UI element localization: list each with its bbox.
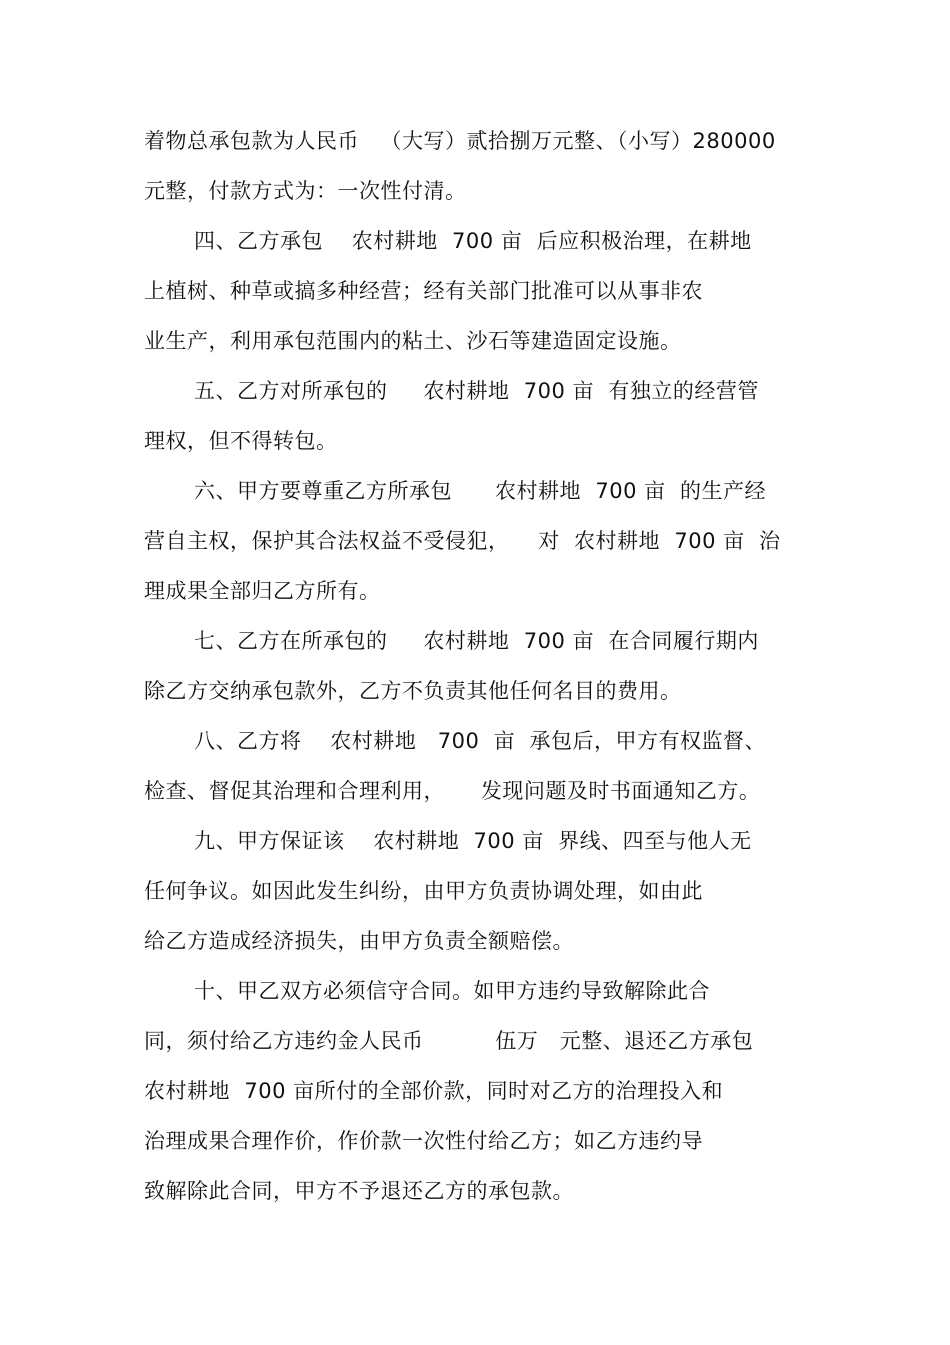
- text-line-6: 五、乙方对所承包的 农村耕地 700 亩 有独立的经营管: [194, 379, 759, 403]
- text-line-15: 九、甲方保证该 农村耕地 700 亩 界线、四至与他人无: [194, 829, 752, 853]
- text-line-13: 八、乙方将 农村耕地 700 亩 承包后，甲方有权监督、: [194, 729, 767, 753]
- text-line-21: 治理成果合理作价，作价款一次性付给乙方；如乙方违约导: [144, 1129, 703, 1153]
- text-line-11: 七、乙方在所承包的 农村耕地 700 亩 在合同履行期内: [194, 629, 759, 653]
- text-line-5: 业生产，利用承包范围内的粘土、沙石等建造固定设施。: [144, 329, 682, 353]
- text-line-10: 理成果全部归乙方所有。: [144, 579, 381, 603]
- text-line-14: 检查、督促其治理和合理利用， 发现问题及时书面通知乙方。: [144, 779, 761, 803]
- text-line-19: 同，须付给乙方违约金人民币 伍万 元整、退还乙方承包: [144, 1029, 754, 1053]
- text-line-8: 六、甲方要尊重乙方所承包 农村耕地 700 亩 的生产经: [194, 479, 767, 503]
- text-line-18: 十、甲乙双方必须信守合同。如甲方违约导致解除此合: [194, 979, 710, 1003]
- text-line-22: 致解除此合同，甲方不予退还乙方的承包款。: [144, 1179, 574, 1203]
- text-line-16: 任何争议。如因此发生纠纷，由甲方负责协调处理，如由此: [144, 879, 703, 903]
- text-line-1: 着物总承包款为人民币 （大写）贰拾捌万元整、（小写）280000: [144, 129, 776, 153]
- text-line-2: 元整，付款方式为：一次性付清。: [144, 179, 467, 203]
- text-line-9: 营自主权，保护其合法权益不受侵犯， 对 农村耕地 700 亩 治: [144, 529, 781, 553]
- text-line-3: 四、乙方承包 农村耕地 700 亩 后应积极治理，在耕地: [194, 229, 752, 253]
- text-line-4: 上植树、种草或搞多种经营；经有关部门批准可以从事非农: [144, 279, 703, 303]
- text-line-7: 理权，但不得转包。: [144, 429, 338, 453]
- text-line-12: 除乙方交纳承包款外，乙方不负责其他任何名目的费用。: [144, 679, 682, 703]
- text-line-20: 农村耕地 700 亩所付的全部价款，同时对乙方的治理投入和: [144, 1079, 724, 1103]
- text-line-17: 给乙方造成经济损失，由甲方负责全额赔偿。: [144, 929, 574, 953]
